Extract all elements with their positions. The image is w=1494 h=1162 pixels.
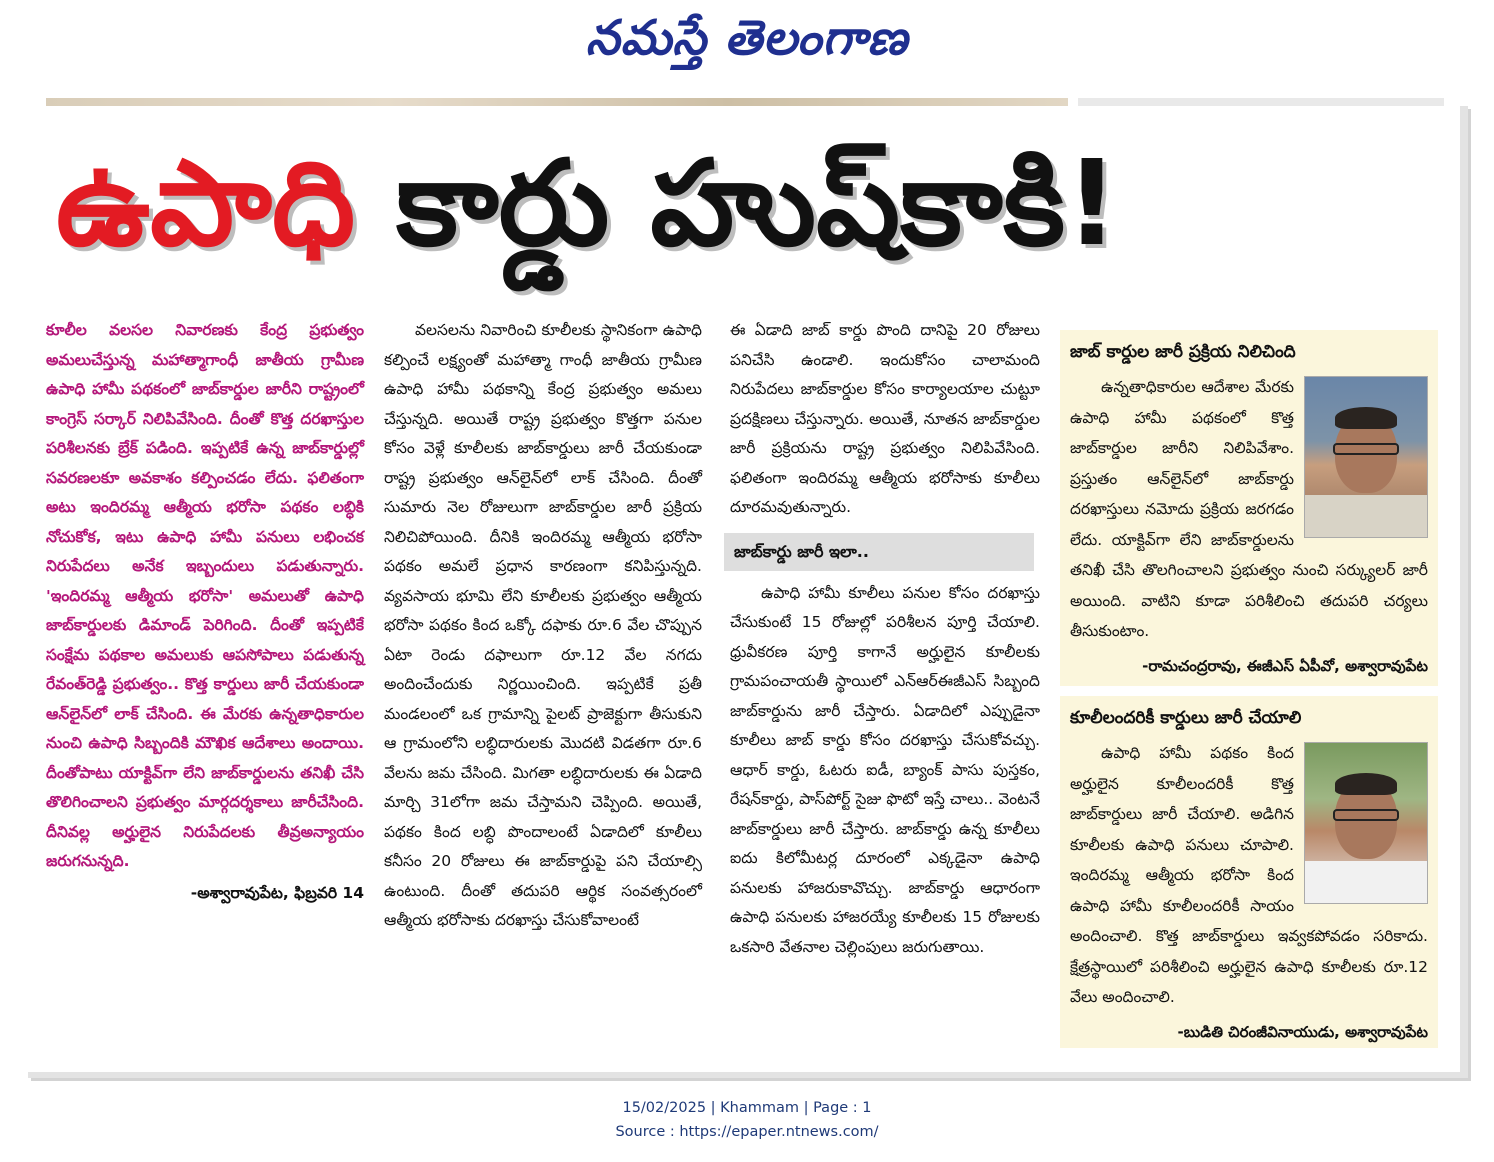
body-column-2: [384, 316, 702, 936]
decorative-strip: [46, 98, 1068, 106]
photo-shirt: [1305, 495, 1427, 538]
photo-glasses: [1333, 809, 1399, 821]
lead-column: [46, 316, 364, 908]
quote-box-leader: [1060, 696, 1438, 1048]
quote-box-officer: [1060, 330, 1438, 686]
headline-black-part: కార్డు హుష్‌కాకి!: [355, 134, 1119, 272]
body-column-3: [730, 316, 1040, 962]
photo-shirt: [1305, 861, 1427, 904]
photo-hair: [1335, 773, 1397, 795]
headline-red-part: ఉపాధి: [56, 134, 356, 272]
source-footer: [0, 1096, 1494, 1144]
subheading: జాబ్‌కార్డు జారీ ఇలా..: [724, 533, 1034, 571]
article-headline: [56, 128, 1446, 318]
quote-text: ఉన్నతాధికారుల ఆదేశాల మేరకు ఉపాధి హామీ పథకంలో కొత్త జాబ్‌కార్డుల జారీని నిలిపివేశాం. ప్రస్తుతం ఆన్‌లైన్‌లో జాబ్‌కార్డు దరఖాస్తులు నమోదు ప్రక్రియ జరగడం లేదు. యాక్టివ్‌గా లేని జాబ్‌కార్డులను తనిఖీ చేసి తొలగించాలని ప్రభుత్వం నుంచి సర్క్యులర్ జారీ అయింది. వాటిని కూడా పరిశీలించి తదుపరి చర్యలు తీసుకుంటాం.: [1070, 378, 1428, 640]
decorative-strip-right: [1078, 98, 1444, 106]
edition-info: 15/02/2025 | Khammam | Page : 1: [622, 1100, 872, 1116]
source-url: Source : https://epaper.ntnews.com/: [615, 1124, 879, 1140]
article-clipping: [28, 106, 1468, 1078]
leader-photo: [1304, 742, 1428, 904]
body-paragraph: ఈ ఏడాది జాబ్ కార్డు పొంది దానిపై 20 రోజులు పనిచేసి ఉండాలి. ఇందుకోసం చాలామంది నిరుపేదలు జాబ్‌కార్డుల కోసం కార్యాలయాల చుట్టూ ప్రదక్షిణలు చేస్తున్నారు. అయితే, నూతన జాబ్‌కార్డుల జారీ ప్రక్రియను రాష్ట్ర ప్రభుత్వం నిలిపివేసింది. ఫలితంగా ఇందిరమ్మ ఆత్మీయ భరోసాకు కూలీలు దూరమవుతున్నారు.: [730, 321, 1040, 516]
quote-box-title: జాబ్ కార్డుల జారీ ప్రక్రియ నిలిచింది: [1070, 342, 1296, 362]
body-paragraph: ఉపాధి హామీ కూలీలు పనుల కోసం దరఖాస్తు చేసుకుంటే 15 రోజుల్లో పరిశీలన పూర్తి చేయాలి. ధ్రువీకరణ పూర్తి కాగానే అర్హులైన కూలీలకు గ్రామపంచాయతీ స్థాయిలో ఎన్ఆర్ఈజీఎస్ సిబ్బంది జాబ్‌కార్డును జారీ చేస్తారు. ఏడాదిలో ఎప్పుడైనా కూలీలు జాబ్ కార్డు కోసం దరఖాస్తు చేసుకోవచ్చు. ఆధార్ కార్డు, ఓటరు ఐడీ, బ్యాంక్ పాసు పుస్తకం, రేషన్‌కార్డు, పాస్‌పోర్ట్ సైజు ఫొటో ఇస్తే చాలు.. వెంటనే జాబ్‌కార్డులు జారీ చేస్తారు. జాబ్‌కార్డు ఉన్న కూలీలు ఐదు కిలోమీటర్ల దూరంలో ఎక్కడైనా ఉపాధి పనులకు హాజరుకావొచ్చు. జాబ్‌కార్డు ఆధారంగా ఉపాధి పనులకు హాజరయ్యే కూలీలకు 15 రోజులకు ఒకసారి వేతనాల చెల్లింపులు జరుగుతాయి.: [730, 583, 1040, 956]
photo-glasses: [1333, 443, 1399, 455]
photo-hair: [1335, 407, 1397, 429]
quote-box-title: కూలీలందరికీ కార్డులు జారీ చేయాలి: [1070, 708, 1302, 728]
lead-paragraph: కూలీల వలసల నివారణకు కేంద్ర ప్రభుత్వం అమలుచేస్తున్న మహాత్మాగాంధీ జాతీయ గ్రామీణ ఉపాధి హామీ పథకంలో జాబ్‌కార్డుల జారీని రాష్ట్రంలో కాంగ్రెస్ సర్కార్ నిలిపివేసింది. దీంతో కొత్త దరఖాస్తుల పరిశీలనకు బ్రేక్ పడింది. ఇప్పటికే ఉన్న జాబ్‌కార్డుల్లో సవరణలకూ అవకాశం కల్పించడం లేదు. ఫలితంగా అటు ఇందిరమ్మ ఆత్మీయ భరోసా పథకం లబ్ధికి నోచుకోక, ఇటు ఉపాధి హామీ పనులు లభించక నిరుపేదలు అనేక ఇబ్బందులు పడుతున్నారు. 'ఇందిరమ్మ ఆత్మీయ భరోసా' అమలుతో ఉపాధి జాబ్‌కార్డులకు డిమాండ్ పెరిగింది. దీంతో ఇప్పటికే సంక్షేమ పథకాల అమలుకు ఆపసోపాలు పడుతున్న రేవంత్‌రెడ్డి ప్రభుత్వం.. కొత్త కార్డులు జారీ చేయకుండా ఆన్‌లైన్‌లో లాక్ చేసింది. ఈ మేరకు ఉన్నతాధికారుల నుంచి ఉపాధి సిబ్బందికి మౌఖిక ఆదేశాలు అందాయి. దీంతోపాటు యాక్టివ్‌గా లేని జాబ్‌కార్డులను తనిఖీ చేసి తొలిగించాలని ప్రభుత్వం మార్గదర్శకాలు జారీచేసింది. దీనివల్ల అర్హులైన నిరుపేదలకు తీవ్రఅన్యాయం జరుగనున్నది.: [46, 321, 364, 870]
quote-signature: -బుడితి చిరంజీవినాయుడు, అశ్వారావుపేట: [1177, 1022, 1428, 1041]
masthead: [0, 0, 1494, 92]
dateline: -అశ్వారావుపేట, ఫిబ్రవరి 14: [190, 883, 364, 902]
body-paragraph: వలసలను నివారించి కూలీలకు స్థానికంగా ఉపాధి కల్పించే లక్ష్యంతో మహాత్మా గాంధీ జాతీయ గ్రామీణ ఉపాధి హామీ పథకాన్ని కేంద్ర ప్రభుత్వం అమలు చేస్తున్నది. అయితే రాష్ట్ర ప్రభుత్వం కొత్తగా పనుల కోసం వెళ్లే కూలీలకు జాబ్‌కార్డులు జారీ చేయకుండా రాష్ట్ర ప్రభుత్వం ఆన్‌లైన్‌లో లాక్ చేసింది. దీంతో సుమారు నెల రోజులుగా జాబ్‌కార్డుల జారీ ప్రక్రియ నిలిచిపోయింది. దీనికి ఇందిరమ్మ ఆత్మీయ భరోసా పథకం అమలే ప్రధాన కారణంగా కనిపిస్తున్నది. వ్యవసాయ భూమి లేని కూలీలకు ప్రభుత్వం ఆత్మీయ భరోసా పథకం కింద ఒక్కో దఫాకు రూ.6 వేల చొప్పున ఏటా రెండు దఫాలుగా రూ.12 వేల నగదు అందించేందుకు నిర్ణయించింది. ఇప్పటికే ప్రతీ మండలంలో ఒక గ్రామాన్ని పైలట్ ప్రాజెక్టుగా తీసుకుని ఆ గ్రామంలోని లబ్ధిదారులకు మొదటి విడతగా రూ.6 వేలను జమ చేసింది. మిగతా లబ్ధిదారులకు ఈ ఏడాది మార్చి 31లోగా జమ చేస్తామని చెప్పింది. అయితే, పథకం కింద లబ్ధి పొందాలంటే ఏడాదిలో కూలీలు కనీసం 20 రోజులు ఈ జాబ్‌కార్డుపై పని చేయాల్సి ఉంటుంది. దీంతో తదుపరి ఆర్థిక సంవత్సరంలో ఆత్మీయ భరోసాకు దరఖాస్తు చేసుకోవాలంటే: [384, 321, 702, 929]
officer-photo: [1304, 376, 1428, 538]
newspaper-logo: నమస్తే తెలంగాణ: [585, 10, 909, 66]
quote-text: ఉపాధి హామీ పథకం కింద అర్హులైన కూలీలందరికీ కొత్త జాబ్‌కార్డులు జారీ చేయాలి. అడిగిన కూలీలకు ఉపాధి పనులు చూపాలి. ఇందిరమ్మ ఆత్మీయ భరోసా కింద ఉపాధి హామీ కూలీలందరికీ సాయం అందించాలి. కొత్త జాబ్‌కార్డులు ఇవ్వకపోవడం సరికాదు. క్షేత్రస్థాయిలో పరిశీలించి అర్హులైన ఉపాధి కూలీలకు రూ.12 వేలు అందించాలి.: [1070, 744, 1428, 1006]
quote-signature: -రామచంద్రరావు, ఈజీఎస్ ఏపీవో, అశ్వారావుపేట: [1142, 656, 1428, 675]
